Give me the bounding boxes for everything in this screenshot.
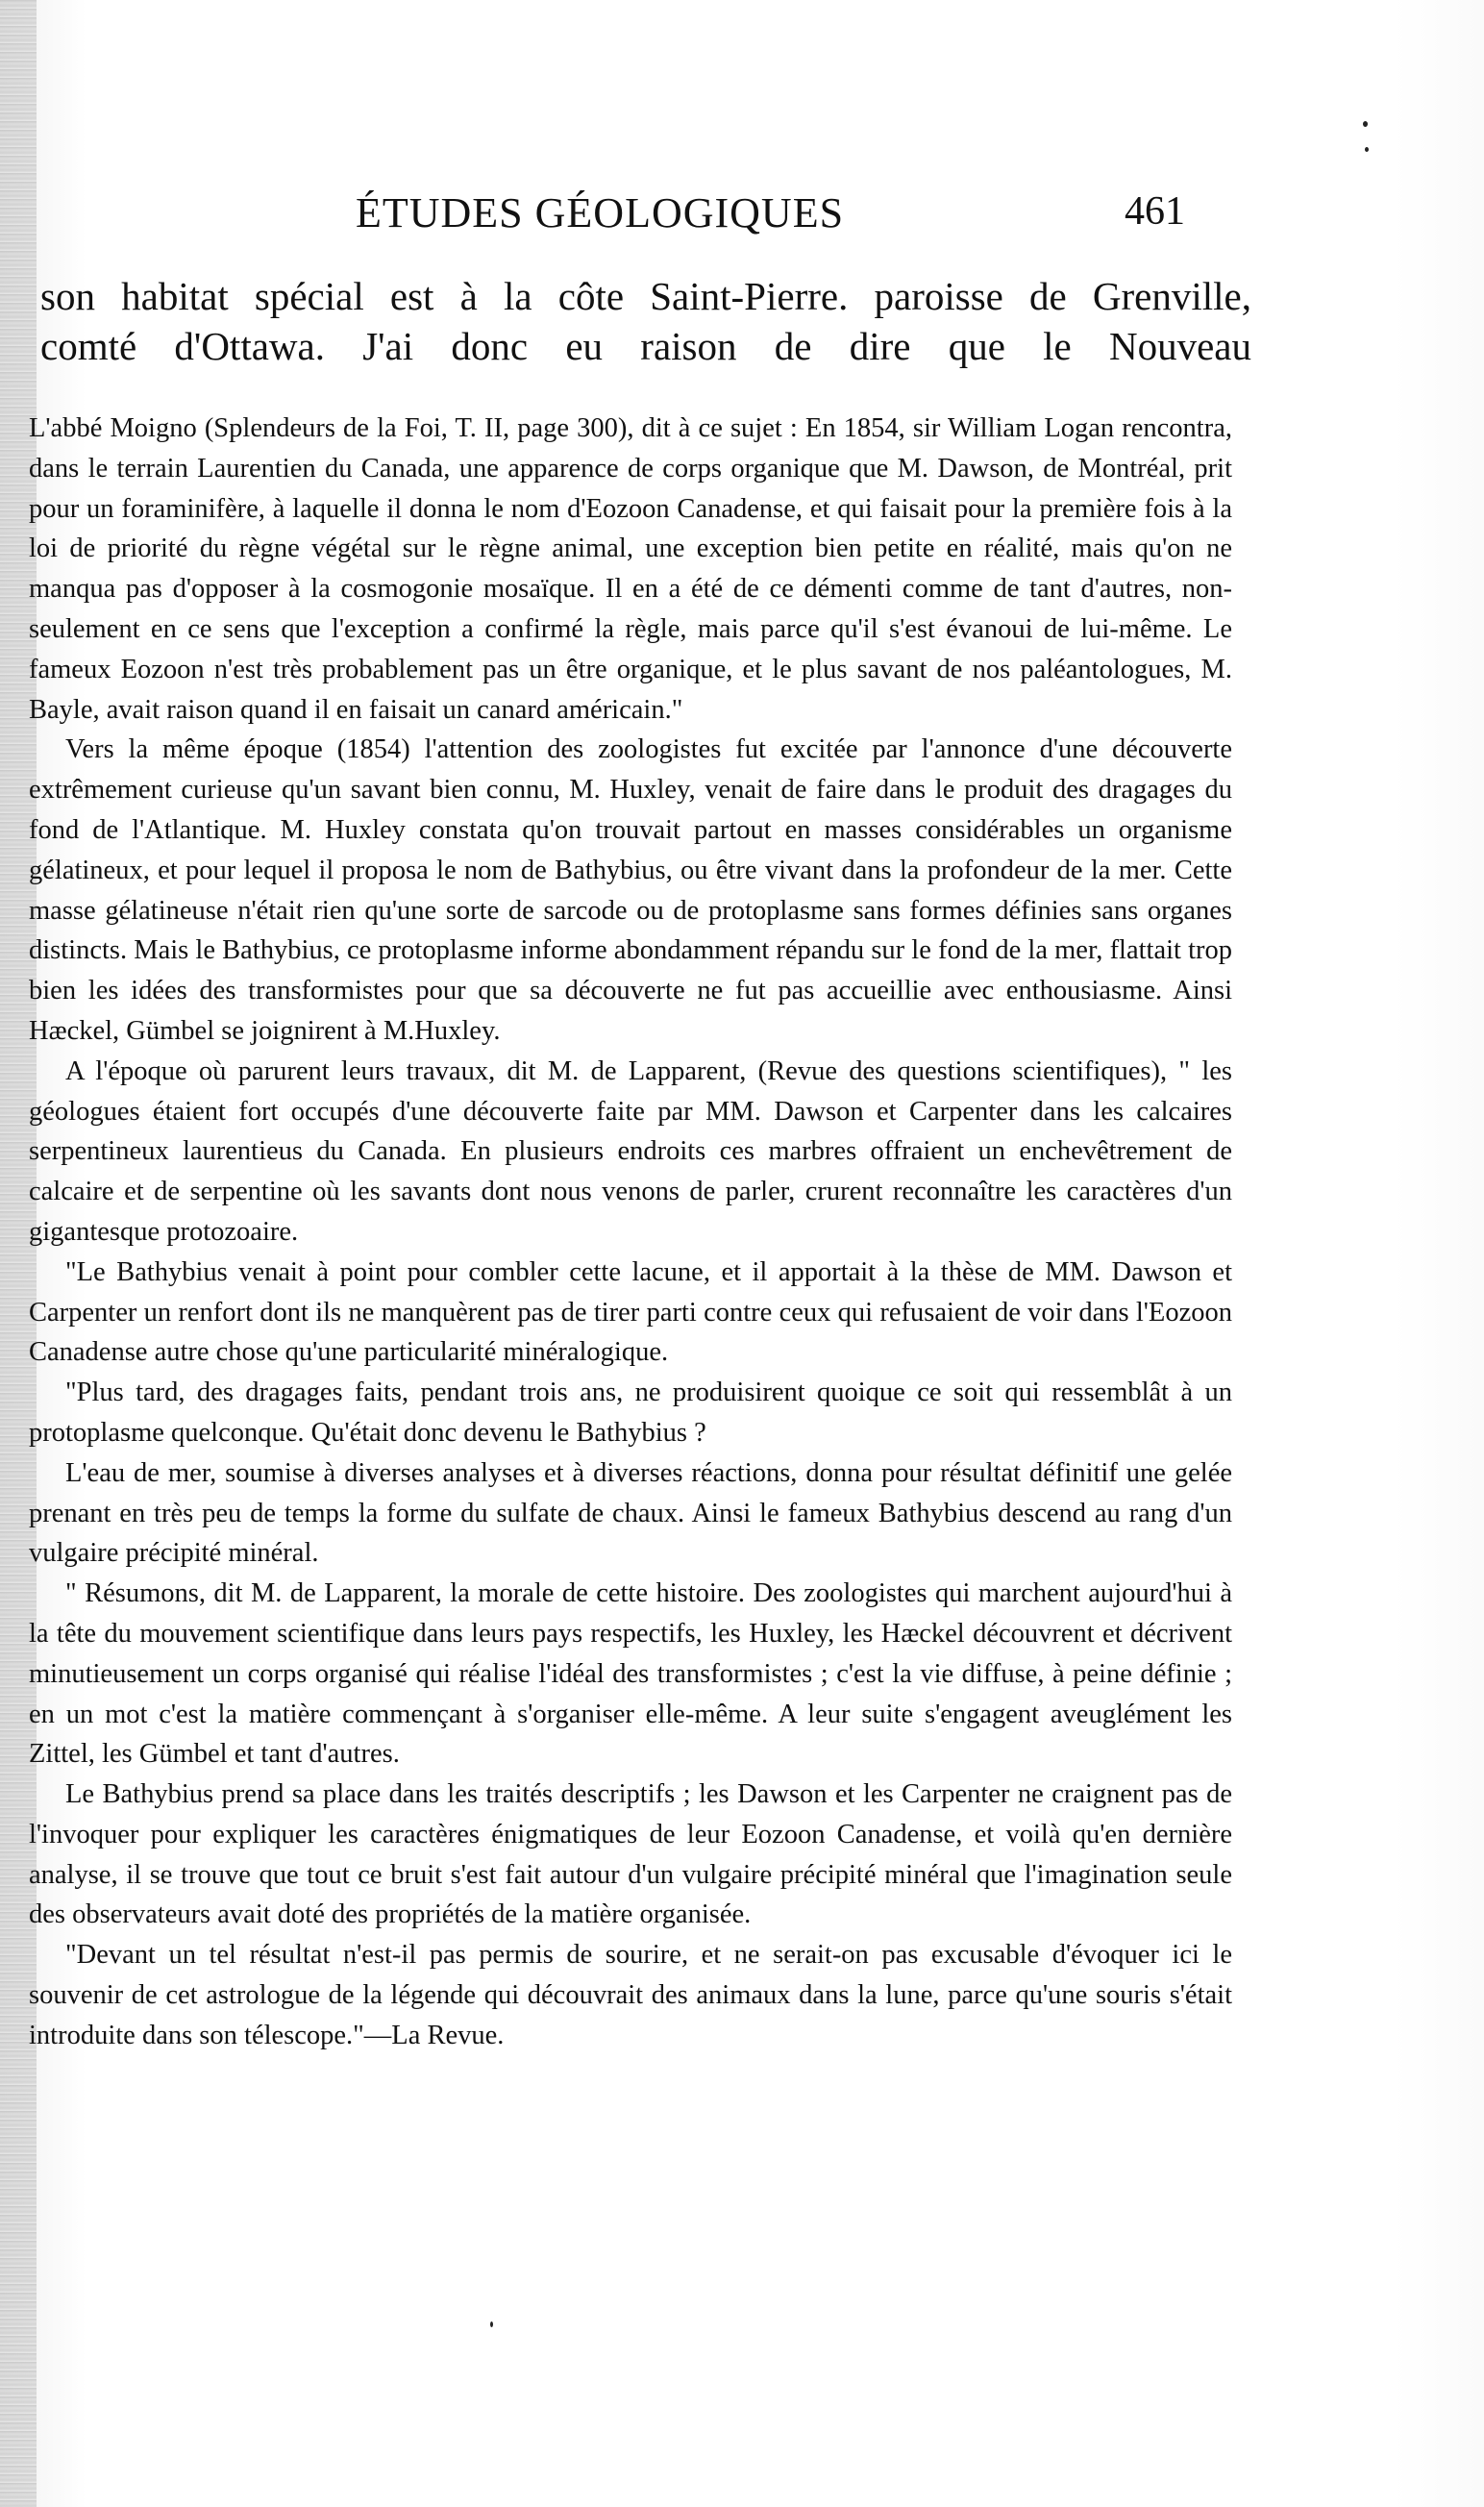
body-text: [29, 409, 1232, 2056]
lead-lines: [40, 271, 1251, 371]
paragraph: " Résumons, dit M. de Lapparent, la morale de cette histoire. Des zoologistes qui marchent aujourd'hui à la tête du mouvement scientifique dans leurs pays respectifs, les Huxley, les Hæckel découvrent et décrivent minutieusement un corps organisé qui réalise l'idéal des transformistes ; c'est la vie diffuse, à peine définie ; en un mot c'est la matière commençant à s'organiser elle-même. A leur suite s'engagent aveuglément les Zittel, les Gümbel et tant d'autres.: [29, 1578, 1232, 1770]
page-number: 461: [1125, 189, 1185, 234]
ink-speck: [490, 2321, 493, 2327]
ink-speck: [1365, 147, 1369, 152]
lead-line: son habitat spécial est à la côte Saint-Pierre. paroisse de Grenville,: [40, 274, 1251, 318]
paragraph: "Le Bathybius venait à point pour combler cette lacune, et il apportait à la thèse de MM. Dawson et Carpenter un renfort dont ils ne manquèrent pas de tirer parti contre ceux qui refusaient de voir dans l'Eozoon Canadense autre chose qu'une particularité minéralogique.: [29, 1256, 1232, 1368]
running-head-title: ÉTUDES GÉOLOGIQUES: [356, 189, 845, 236]
paragraph: "Devant un tel résultat n'est-il pas permis de sourire, et ne serait-on pas excusable d'évoquer ici le souvenir de cet astrologue de la légende qui découvrait des animaux dans la lune, parce qu'une souris s'était introduite dans son télescope."—La Revue.: [29, 1940, 1232, 2050]
paragraph: L'eau de mer, soumise à diverses analyses et à diverses réactions, donna pour résultat définitif une gelée prenant en très peu de temps la forme du sulfate de chaux. Ainsi le fameux Bathybius descend au rang d'un vulgaire précipité minéral.: [29, 1457, 1232, 1569]
paragraph: Le Bathybius prend sa place dans les traités descriptifs ; les Dawson et les Carpenter ne craignent pas de l'invoquer pour expliquer les caractères énigmatiques de leur Eozoon Canadense, et voilà qu'en dernière analyse, il se trouve que tout ce bruit s'est fait autour d'un vulgaire précipité minéral que l'imagination seule des observateurs avait doté des propriétés de la matière organisée.: [29, 1779, 1232, 1930]
paragraph: Vers la même époque (1854) l'attention des zoologistes fut excitée par l'annonce d'une découverte extrêmement curieuse qu'un savant bien connu, M. Huxley, venait de faire dans le produit des dragages du fond de l'Atlantique. M. Huxley constata qu'on trouvait partout en masses considérables un organisme gélatineux, et pour lequel il proposa le nom de Bathybius, ou être vivant dans la profondeur de la mer. Cette masse gélatineuse n'était rien qu'une sorte de sarcode ou de protoplasme sans formes définies sans organes distincts. Mais le Bathybius, ce protoplasme informe abondamment répandu sur le fond de la mer, flattait trop bien les idées des transformistes pour que sa découverte ne fut pas accueillie avec enthousiasme. Ainsi Hæckel, Gümbel se joignirent à M.Huxley.: [29, 734, 1232, 1046]
lead-line: comté d'Ottawa. J'ai donc eu raison de dire que le Nouveau: [40, 324, 1251, 368]
paragraph: "Plus tard, des dragages faits, pendant trois ans, ne produisirent quoique ce soit qui ressemblât à un protoplasme quelconque. Qu'était donc devenu le Bathybius ?: [29, 1378, 1232, 1448]
paragraph: L'abbé Moigno (Splendeurs de la Foi, T. II, page 300), dit à ce sujet : En 1854, sir William Logan rencontra, dans le terrain Laurentien du Canada, une apparence de corps organique que M. Dawson, de Montréal, prit pour un foraminifère, à laquelle il donna le nom d'Eozoon Canadense, et qui faisait pour la première fois à la loi de priorité du règne végétal sur le règne animal, une exception bien petite en réalité, mais qu'on ne manqua pas d'opposer à la cosmogonie mosaïque. Il en a été de ce démenti comme de tant d'autres, non-seulement en ce sens que l'exception a confirmé la règle, mais parce qu'il s'est évanoui de lui-même. Le fameux Eozoon n'est très probablement pas un être organique, et le plus savant de nos paléantologues, M. Bayle, avait raison quand il en faisait un canard américain.": [29, 413, 1232, 725]
ink-speck: [1363, 121, 1368, 127]
paragraph: A l'époque où parurent leurs travaux, dit M. de Lapparent, (Revue des questions scientifiques), " les géologues étaient fort occupés d'une découverte faite par MM. Dawson et Carpenter dans les calcaires serpentineux laurentieus du Canada. En plusieurs endroits ces marbres offraient un enchevêtrement de calcaire et de serpentine où les savants dont nous venons de parler, crurent reconnaître les caractères d'un gigantesque protozoaire.: [29, 1055, 1232, 1247]
running-head: [356, 188, 1240, 246]
